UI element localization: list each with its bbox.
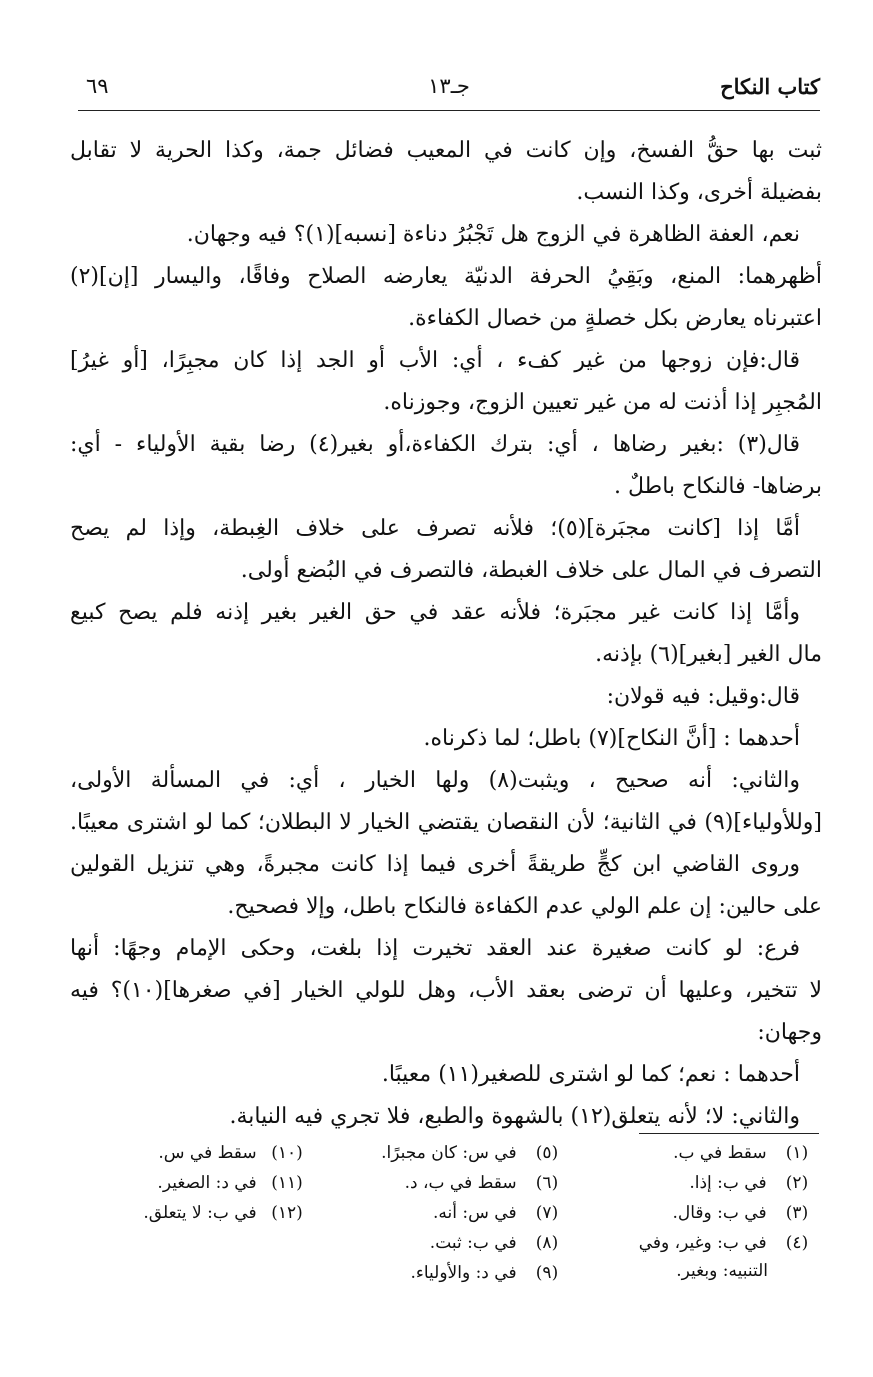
text-line: أظهرهما: المنع، وبَقِيُ الحرفة الدنيّة يعارضه الصلاح وفاقًا، واليسار [إن](٢) bbox=[70, 264, 822, 289]
text-line: أحدهما : [أنَّ النكاح](٧) باطل؛ لما ذكرناه. bbox=[423, 726, 800, 751]
footnote bbox=[430, 1233, 572, 1253]
footnote bbox=[672, 1203, 822, 1223]
footnote-text: في د: الصغير. bbox=[157, 1173, 257, 1193]
text-line: والثاني: أنه صحيح ، ويثبت(٨) ولها الخيار ، أي: في المسألة الأولى، bbox=[70, 768, 800, 793]
text-line: التصرف في المال على خلاف الغبطة، فالتصرف في البُضع أولى. bbox=[240, 558, 822, 583]
footnote-text: سقط في س. bbox=[158, 1143, 257, 1163]
footnote-text: سقط في ب. bbox=[673, 1143, 767, 1163]
footnote-text: في ب: وقال. bbox=[672, 1203, 767, 1223]
text-line: وروى القاضي ابن كجٍّ طريقةً أخرى فيما إذا كانت مجبرةً، وهي تنزيل القولين bbox=[70, 852, 800, 877]
footnote-rule bbox=[639, 1133, 819, 1134]
footnote-text: في د: والأولياء. bbox=[410, 1263, 517, 1283]
footnote-text: التنبيه: وبغير. bbox=[676, 1261, 768, 1281]
footnote-number: (٧) bbox=[535, 1203, 559, 1223]
text-line: قال(٣) :بغير رضاها ، أي: بترك الكفاءة،أو بغير(٤) رضا بقية الأولياء - أي: bbox=[70, 432, 800, 457]
text-line: لا تتخير، وعليها أن ترضى بعقد الأب، وهل للولي الخيار [في صغرها](١٠)؟ فيه bbox=[70, 978, 822, 1003]
text-line: برضاها- فالنكاح باطلٌ . bbox=[614, 474, 822, 499]
text-line: على حالين: إن علم الولي عدم الكفاءة فالنكاح باطل، وإلا فصحيح. bbox=[227, 894, 822, 919]
running-header bbox=[78, 74, 820, 106]
footnote bbox=[410, 1263, 572, 1283]
text-line: قال:فإن زوجها من غير كفء ، أي: الأب أو الجد إذا كان مجبِرًا، [أو غيرُ] bbox=[70, 348, 800, 373]
footnote bbox=[639, 1233, 822, 1253]
footnote-number: (٨) bbox=[535, 1233, 559, 1253]
text-line: وأمَّا إذا كانت غير مجبَرة؛ فلأنه عقد في حق الغير بغير إذنه فلم يصح كبيع bbox=[70, 600, 800, 625]
text-line: فرع: لو كانت صغيرة عند العقد تخيرت إذا بلغت، وحكى الإمام وجهًا: أنها bbox=[70, 936, 800, 961]
footnote-text: في ب: وغير، وفي bbox=[638, 1233, 767, 1253]
footnote-text: في ب: ثبت. bbox=[429, 1233, 517, 1253]
footnote bbox=[157, 1173, 312, 1193]
footnote bbox=[433, 1203, 572, 1223]
header-rule bbox=[78, 110, 820, 111]
footnote-number: (٤) bbox=[785, 1233, 809, 1253]
text-line: قال:وقيل: فيه قولان: bbox=[606, 684, 800, 709]
footnote bbox=[689, 1173, 822, 1193]
volume-label: جـ١٣ bbox=[428, 74, 470, 98]
footnote-number: (٢) bbox=[785, 1173, 809, 1193]
footnote-number: (١) bbox=[785, 1143, 809, 1163]
text-line: المُجبِر إذا أذنت له من غير تعيين الزوج، وجوزناه. bbox=[383, 390, 822, 415]
footnote-number: (٦) bbox=[535, 1173, 559, 1193]
footnote-number: (٣) bbox=[785, 1203, 809, 1223]
page-number: ٦٩ bbox=[86, 74, 109, 98]
text-line: [وللأولياء](٩) في الثانية؛ لأن النقصان يقتضي الخيار لا البطلان؛ كما لو اشترى معيبًا. bbox=[70, 810, 822, 835]
footnote bbox=[158, 1143, 312, 1163]
footnote bbox=[143, 1203, 312, 1223]
footnote-text: في ب: لا يتعلق. bbox=[143, 1203, 257, 1223]
text-line: أحدهما : نعم؛ كما لو اشترى للصغير(١١) معيبًا. bbox=[381, 1062, 800, 1087]
text-line: نعم، العفة الظاهرة في الزوج هل تَجْبُرُ دناءة [نسبه](١)؟ فيه وجهان. bbox=[186, 222, 800, 247]
text-line: اعتبرناه يعارض بكل خصلةٍ من خصال الكفاءة. bbox=[408, 306, 822, 331]
footnote-number: (٥) bbox=[535, 1143, 559, 1163]
main-text bbox=[70, 130, 822, 1138]
footnote-number: (٩) bbox=[535, 1263, 559, 1283]
footnote-text: في ب: إذا. bbox=[689, 1173, 767, 1193]
footnote-text: في س: كان مجبرًا. bbox=[381, 1143, 517, 1163]
text-line: ثبت بها حقُّ الفسخ، وإن كانت في المعيب فضائل جمة، وكذا الحرية لا تقابل bbox=[70, 138, 822, 163]
text-line: وجهان: bbox=[757, 1020, 822, 1045]
book-title: كتاب النكاح bbox=[720, 74, 820, 99]
footnote bbox=[405, 1173, 572, 1193]
text-line: أمَّا إذا [كانت مجبَرة](٥)؛ فلأنه تصرف على خلاف الغِبطة، وإذا لم يصح bbox=[70, 516, 800, 541]
text-line: والثاني: لا؛ لأنه يتعلق(١٢) بالشهوة والطبع، فلا تجري فيه النيابة. bbox=[229, 1104, 800, 1129]
footnote-number: (١١) bbox=[271, 1173, 303, 1193]
footnote-number: (١٠) bbox=[271, 1143, 303, 1163]
text-line: مال الغير [بغير](٦) بإذنه. bbox=[595, 642, 822, 667]
footnote-number: (١٢) bbox=[271, 1203, 303, 1223]
footnote-text: سقط في ب، د. bbox=[404, 1173, 517, 1193]
footnote bbox=[381, 1143, 572, 1163]
footnote bbox=[673, 1143, 822, 1163]
footnote-text: في س: أنه. bbox=[433, 1203, 517, 1223]
footnote-continuation bbox=[676, 1261, 768, 1281]
text-line: بفضيلة أخرى، وكذا النسب. bbox=[576, 180, 822, 205]
